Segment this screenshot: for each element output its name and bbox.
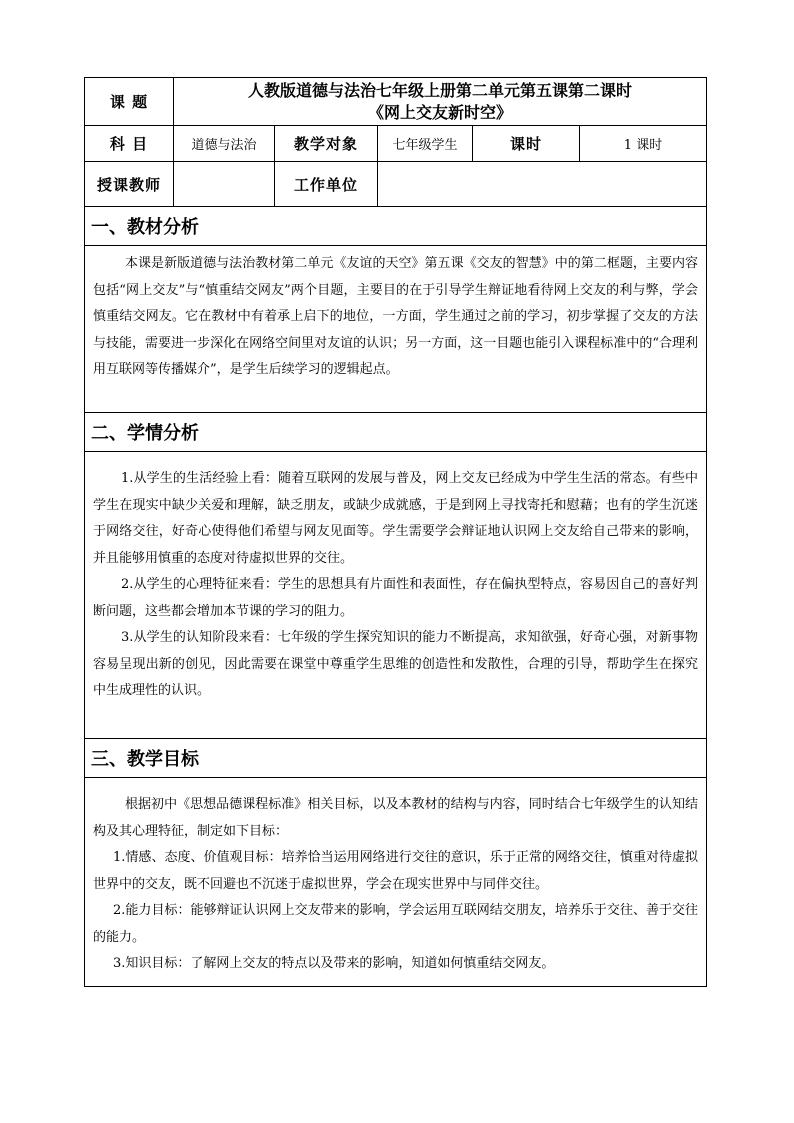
topic-row [85, 78, 707, 126]
topic-title-line1: 人教版道德与法治七年级上册第二单元第五课第二课时 [248, 80, 633, 100]
teacher-label: 授课教师 [85, 162, 174, 207]
section-3-title: 三、教学目标 [85, 739, 707, 778]
section-3-body-row [85, 778, 707, 987]
lesson-plan-table [84, 77, 707, 987]
section-2-title: 二、学情分析 [85, 413, 707, 452]
hours-label: 课时 [473, 126, 580, 162]
audience-value: 七年级学生 [378, 126, 473, 162]
section-2-paragraph-2: 2.从学生的心理特征来看：学生的思想具有片面性和表面性，存在偏执型特点，容易因自己的喜好判断问题，这些都会增加本节课的学习的阻力。 [93, 577, 699, 619]
section-1-title: 一、教材分析 [85, 207, 707, 246]
section-3-title-row [85, 739, 707, 778]
section-3-paragraph-1: 根据初中《思想品德课程标准》相关目标，以及本教材的结构与内容，同时结合七年级学生的认知结构及其心理特征，制定如下目标： [93, 797, 699, 839]
section-1-paragraph: 本课是新版道德与法治教材第二单元《友谊的天空》第五课《交友的智慧》中的第二框题，主要内容包括“网上交友”与“慎重结交网友”两个目题，主要目的在于引导学生辩证地看待网上交友的利与弊，学会慎重结交网友。它在教材中有着承上启下的地位，一方面，学生通过之前的学习，初步掌握了交友的方法与技能，需要进一步深化在网络空间里对友谊的认识；另一方面，这一目题也能引入课程标准中的“合理利用互联网等传播媒介”，是学生后续学习的逻辑起点。 [93, 256, 699, 377]
section-2-paragraph-3: 3.从学生的认知阶段来看：七年级的学生探究知识的能力不断提高，求知欲强，好奇心强，对新事物容易呈现出新的创见，因此需要在课堂中尊重学生思维的创造性和发散性，合理的引导，帮助学生在探究中生成理性的认识。 [93, 630, 699, 698]
workplace-value [378, 162, 707, 207]
lesson-plan-page [84, 77, 706, 987]
workplace-label: 工作单位 [275, 162, 378, 207]
subject-value: 道德与法治 [174, 126, 275, 162]
topic-title-line2: 《网上交友新时空》 [368, 102, 513, 122]
topic-label: 课 题 [85, 78, 174, 126]
section-2-body-row [85, 452, 707, 739]
teacher-row [85, 162, 707, 207]
section-3-paragraph-4: 3.知识目标：了解网上交友的特点以及带来的影响，知道如何慎重结交网友。 [113, 956, 555, 971]
teacher-value [174, 162, 275, 207]
section-3-paragraph-3: 2.能力目标：能够辩证认识网上交友带来的影响，学会运用互联网结交朋友，培养乐于交往、善于交往的能力。 [93, 903, 699, 945]
section-3-body [85, 778, 707, 987]
audience-label: 教学对象 [275, 126, 378, 162]
section-2-body [85, 452, 707, 739]
subject-label: 科 目 [85, 126, 174, 162]
hours-value: 1 课时 [580, 126, 707, 162]
section-2-title-row [85, 413, 707, 452]
section-1-body [85, 246, 707, 413]
section-2-paragraph-1: 1.从学生的生活经验上看：随着互联网的发展与普及，网上交友已经成为中学生生活的常态。有些中学生在现实中缺少关爱和理解，缺乏朋友，或缺少成就感，于是到网上寻找寄托和慰藉；也有的学生沉迷于网络交往，好奇心使得他们希望与网友见面等。学生需要学会辩证地认识网上交友给自己带来的影响，并且能够用慎重的态度对待虚拟世界的交往。 [93, 471, 699, 566]
subject-row [85, 126, 707, 162]
section-1-body-row [85, 246, 707, 413]
topic-title [174, 78, 707, 126]
section-1-title-row [85, 207, 707, 246]
section-3-paragraph-2: 1.情感、态度、价值观目标：培养恰当运用网络进行交往的意识，乐于正常的网络交往，慎重对待虚拟世界中的交友，既不回避也不沉迷于虚拟世界，学会在现实世界中与同伴交往。 [93, 850, 699, 892]
